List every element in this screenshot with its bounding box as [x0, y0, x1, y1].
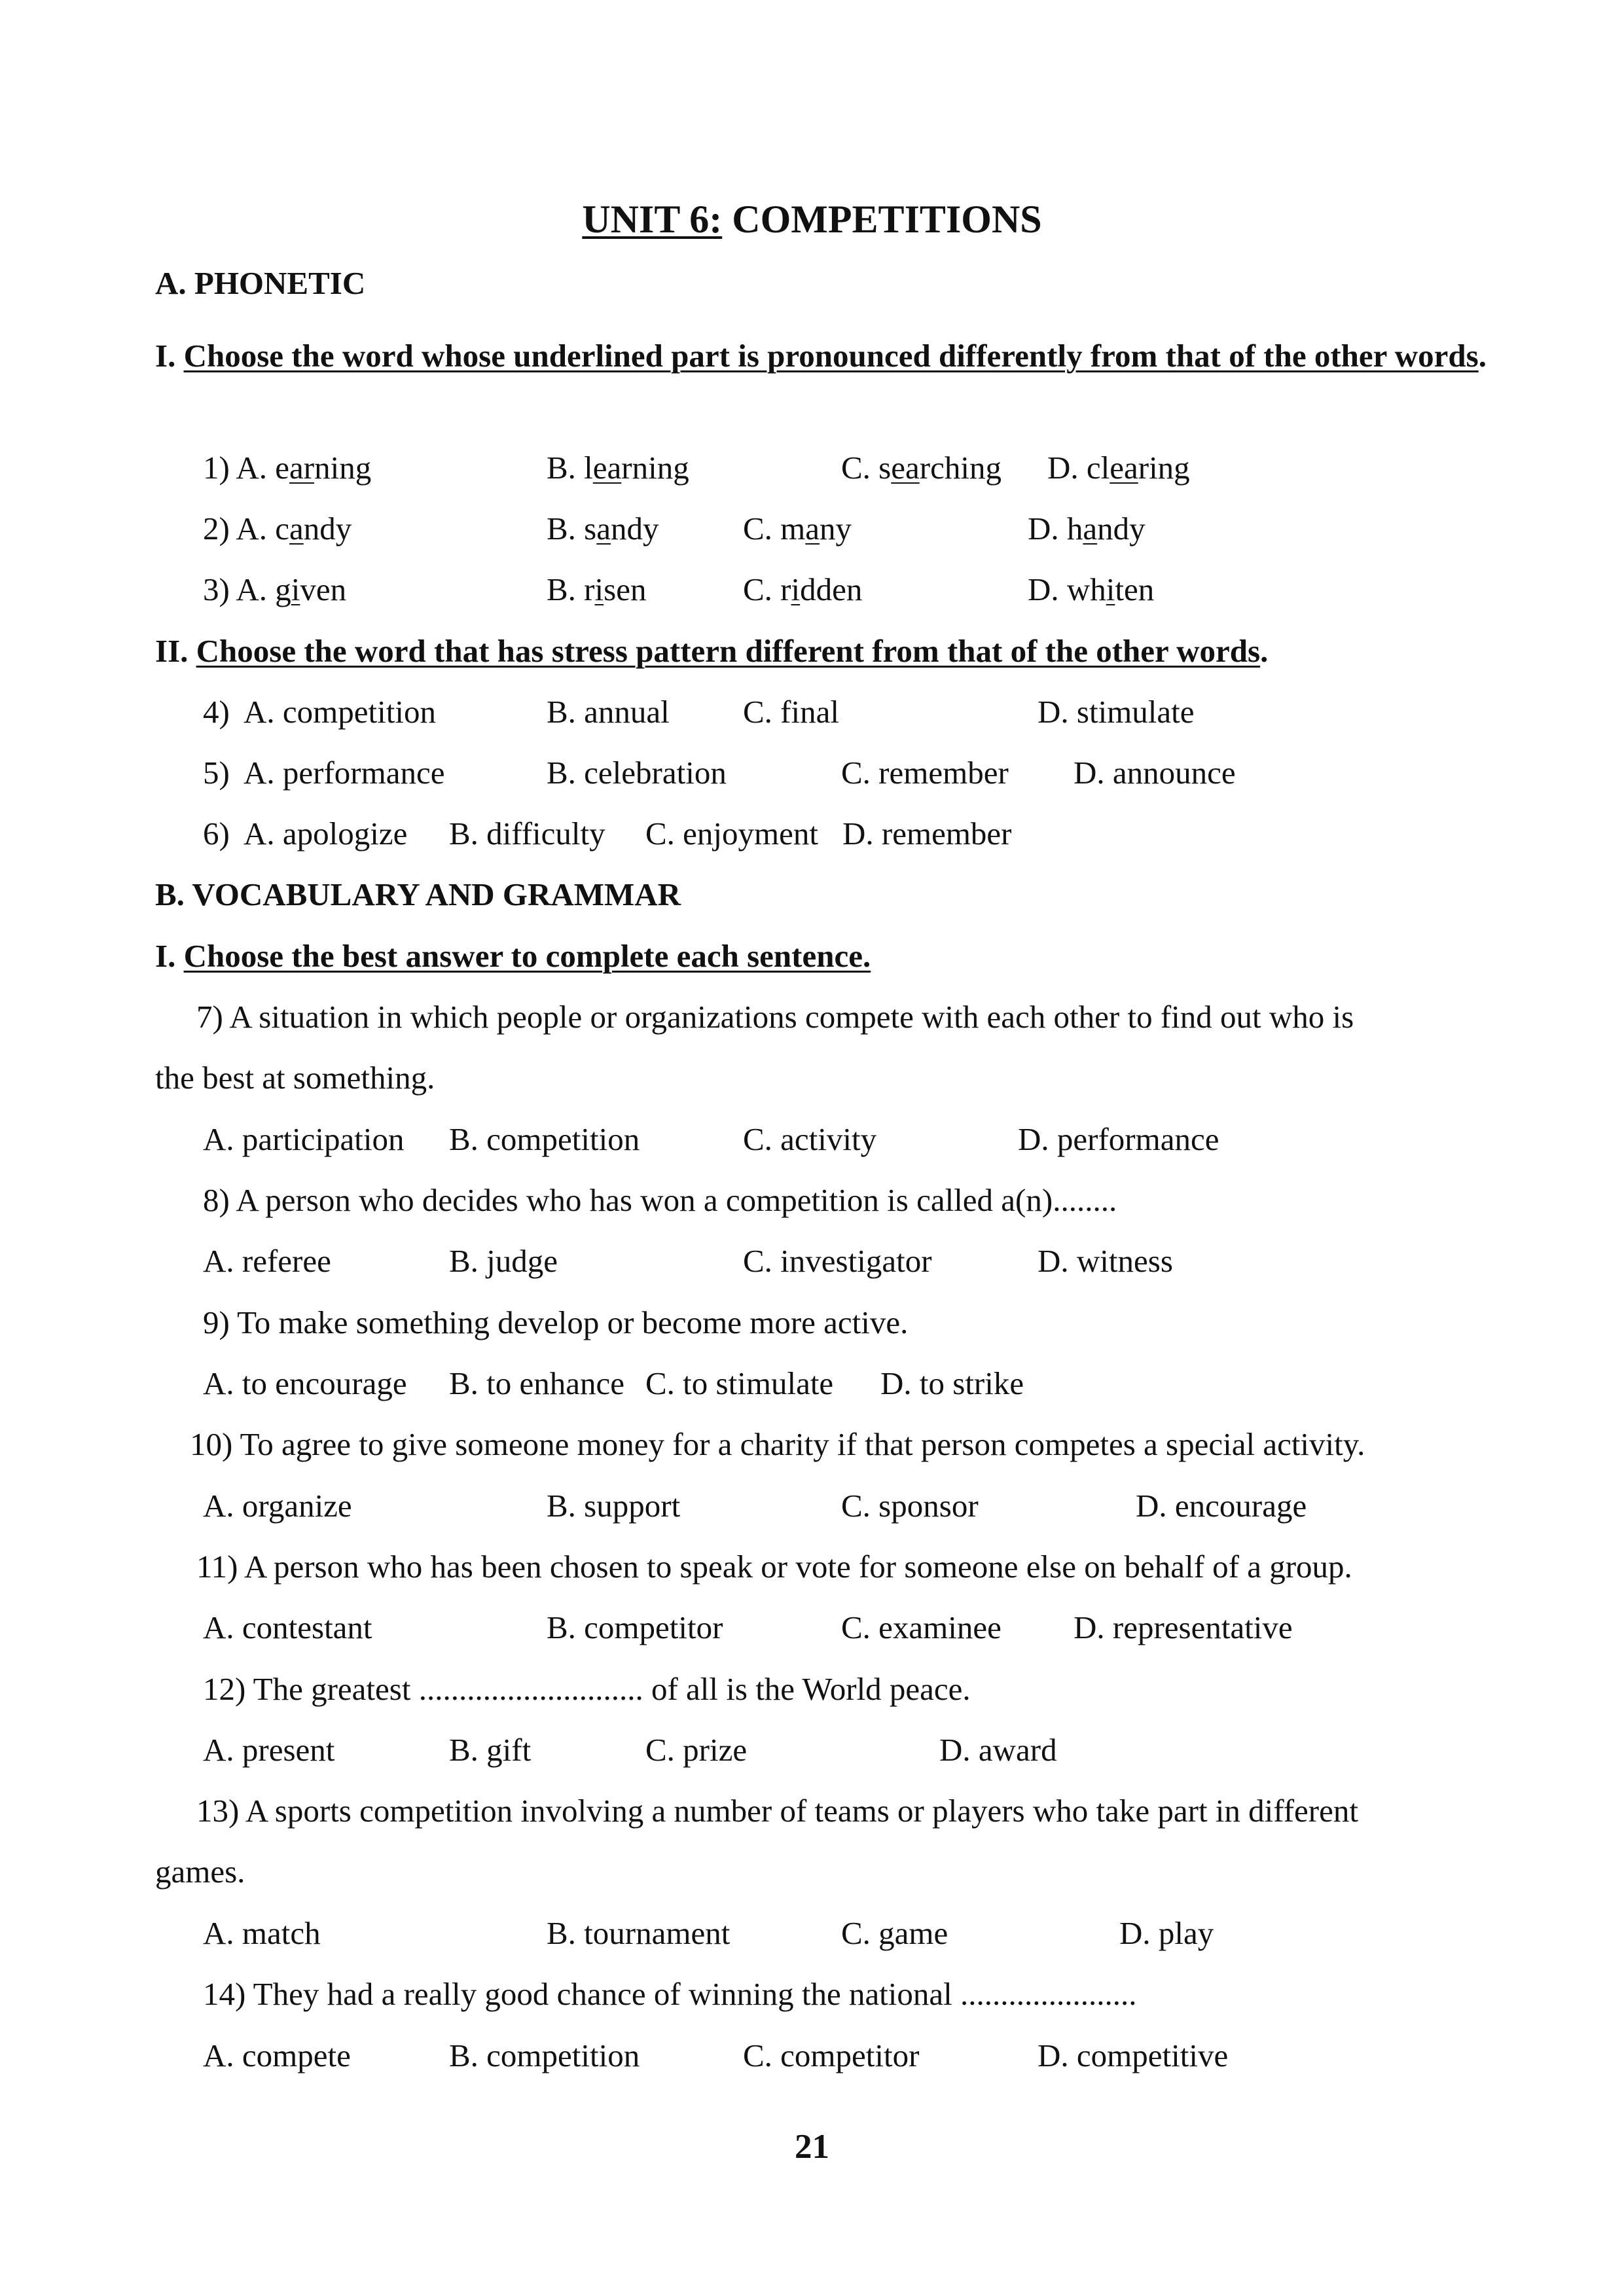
question-2-option-b: B. sandy — [547, 511, 659, 547]
question-14-option-c: C. competitor — [743, 2037, 920, 2073]
question-13-option-a: A. match — [203, 1915, 321, 1951]
question-4-option-a: A. competition — [244, 694, 436, 730]
question-5-option-b: B. celebration — [547, 755, 727, 791]
instruction-number: II. — [155, 633, 189, 669]
question-1-option-c: C. searching — [841, 450, 1001, 486]
question-4-option-c: C. final — [743, 694, 839, 730]
question-12-option-c: C. prize — [645, 1732, 748, 1768]
instruction-end: . — [1478, 338, 1487, 374]
question-13-stem: 13) A sports competition involving a number of teams or players who take part in different — [196, 1793, 1358, 1829]
instruction-end: . — [1260, 633, 1269, 669]
page-title — [0, 196, 1624, 242]
question-13-option-b: B. tournament — [547, 1915, 731, 1951]
question-12-stem: 12) The greatest ............................ of all is the World peace. — [203, 1671, 971, 1707]
question-12-option-d: D. award — [939, 1732, 1057, 1768]
question-12-option-b: B. gift — [449, 1732, 532, 1768]
question-6-option-c: C. enjoyment — [645, 816, 819, 852]
question-13-option-d: D. play — [1119, 1915, 1214, 1951]
question-5-option-a: A. performance — [244, 755, 445, 791]
page-number: 21 — [795, 2128, 829, 2166]
question-7-option-c: C. activity — [743, 1121, 877, 1157]
question-10-option-c: C. sponsor — [841, 1488, 979, 1524]
question-5-number: 5) — [203, 755, 230, 791]
section-a-heading: A. PHONETIC — [155, 265, 366, 301]
question-7-option-a: A. participation — [203, 1121, 405, 1157]
question-11-option-c: C. examinee — [841, 1609, 1001, 1645]
question-7-option-d: D. performance — [1018, 1121, 1219, 1157]
question-11-option-a: A. contestant — [203, 1609, 372, 1645]
question-9-stem: 9) To make something develop or become more active. — [203, 1304, 909, 1340]
question-8-option-a: A. referee — [203, 1243, 331, 1279]
question-13-option-c: C. game — [841, 1915, 948, 1951]
question-10-option-b: B. support — [547, 1488, 681, 1524]
question-10-option-a: A. organize — [203, 1488, 352, 1524]
question-9-option-d: D. to strike — [880, 1365, 1024, 1401]
question-14-option-d: D. competitive — [1038, 2037, 1229, 2073]
question-10-option-d: D. encourage — [1136, 1488, 1307, 1524]
question-3-option-c: C. ridden — [743, 571, 863, 607]
question-8-stem: 8) A person who decides who has won a competition is called a(n)........ — [203, 1182, 1117, 1218]
section-a-part1-instruction — [155, 325, 1513, 387]
question-9-option-a: A. to encourage — [203, 1365, 407, 1401]
question-2-option-a: 2) A. candy — [203, 511, 352, 547]
question-7-stem: 7) A situation in which people or organizations compete with each other to find out who is — [196, 999, 1354, 1035]
question-7-option-b: B. competition — [449, 1121, 640, 1157]
instruction-number: I. — [155, 338, 176, 374]
question-14-option-b: B. competition — [449, 2037, 640, 2073]
question-14-stem: 14) They had a really good chance of winning the national ...................... — [203, 1976, 1137, 2012]
question-5-option-d: D. announce — [1074, 755, 1236, 791]
question-4-option-b: B. annual — [547, 694, 670, 730]
instruction-text: Choose the word that has stress pattern different from that of the other words — [196, 633, 1261, 669]
question-1-option-d: D. clearing — [1047, 450, 1190, 486]
question-11-stem: 11) A person who has been chosen to speak or vote for someone else on behalf of a group. — [196, 1549, 1352, 1585]
question-6-option-d: D. remember — [842, 816, 1012, 852]
title-text: COMPETITIONS — [722, 198, 1042, 241]
question-4-number: 4) — [203, 694, 230, 730]
question-11-option-d: D. representative — [1074, 1609, 1293, 1645]
question-2-option-c: C. many — [743, 511, 852, 547]
section-a-part2-instruction — [155, 632, 1268, 671]
question-2-option-d: D. handy — [1028, 511, 1146, 547]
question-6-option-b: B. difficulty — [449, 816, 605, 852]
title-unit-number: UNIT 6: — [582, 198, 723, 241]
question-10-stem: 10) To agree to give someone money for a charity if that person competes a special activity. — [190, 1426, 1365, 1462]
question-11-option-b: B. competitor — [547, 1609, 723, 1645]
instruction-text: Choose the best answer to complete each sentence. — [183, 938, 871, 974]
question-3-option-b: B. risen — [547, 571, 647, 607]
question-6-option-a: A. apologize — [244, 816, 408, 852]
question-3-option-d: D. whiten — [1028, 571, 1155, 607]
instruction-text: Choose the word whose underlined part is pronounced differently from that of the other words — [183, 338, 1479, 374]
question-6-number: 6) — [203, 816, 230, 852]
question-8-option-c: C. investigator — [743, 1243, 932, 1279]
question-9-option-c: C. to stimulate — [645, 1365, 834, 1401]
section-b-heading: B. VOCABULARY AND GRAMMAR — [155, 876, 681, 912]
question-14-option-a: A. compete — [203, 2037, 351, 2073]
question-5-option-c: C. remember — [841, 755, 1009, 791]
question-12-option-a: A. present — [203, 1732, 335, 1768]
question-7-stem-continued: the best at something. — [155, 1060, 435, 1096]
question-8-option-b: B. judge — [449, 1243, 558, 1279]
question-13-stem-continued: games. — [155, 1854, 245, 1890]
question-1-option-a: 1) A. earning — [203, 450, 372, 486]
question-4-option-d: D. stimulate — [1038, 694, 1195, 730]
question-3-option-a: 3) A. given — [203, 571, 347, 607]
section-b-part1-instruction — [155, 937, 871, 976]
instruction-number: I. — [155, 938, 176, 974]
question-8-option-d: D. witness — [1038, 1243, 1173, 1279]
question-1-option-b: B. learning — [547, 450, 689, 486]
question-9-option-b: B. to enhance — [449, 1365, 625, 1401]
